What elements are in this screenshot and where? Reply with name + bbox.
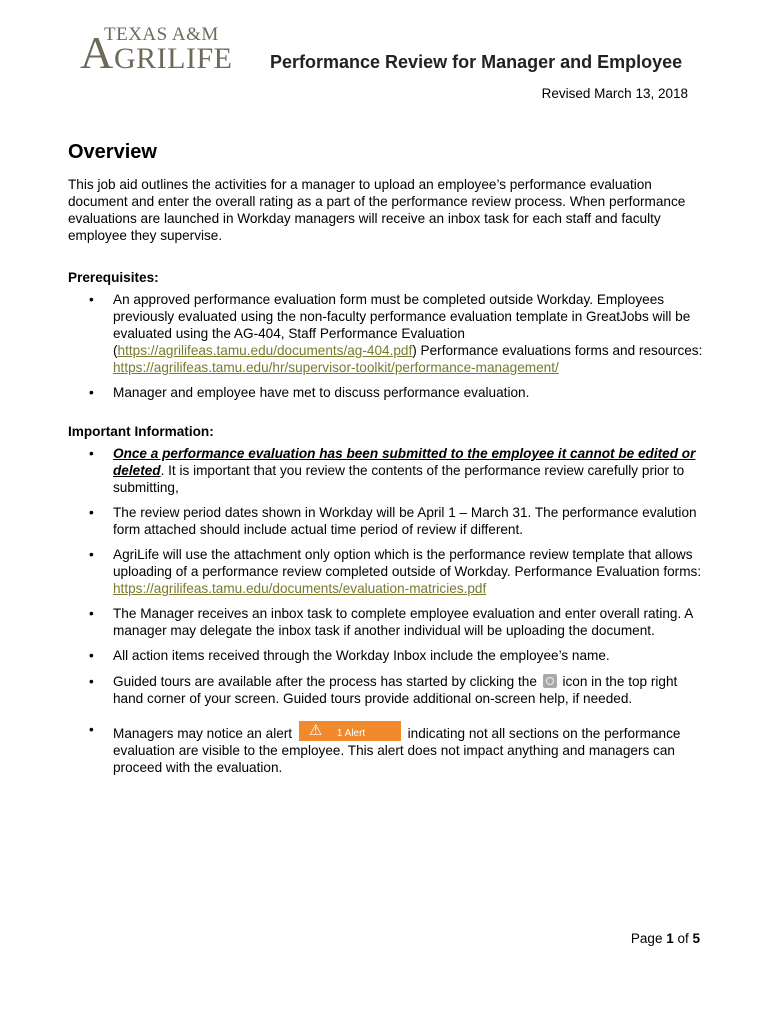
prerequisites-list: [68, 291, 708, 401]
important-text-1: . It is important that you review the contents of the performance review carefully prior to submitting,: [113, 463, 685, 495]
logo-big-letter: A: [80, 27, 114, 78]
important-heading: Important Information:: [68, 424, 214, 439]
bullet-icon: •: [89, 648, 94, 663]
page-number: [631, 931, 700, 946]
bullet-icon: •: [89, 674, 94, 689]
important-text-7b: indicating not all sections on the performance evaluation are visible to the employee. This alert does not impact anything and managers can proceed with the evaluation.: [113, 726, 681, 775]
page-current: 1: [666, 931, 674, 946]
overview-paragraph: This job aid outlines the activities for a manager to upload an employee’s performance evaluation document and enter the overall rating as a part of the performance review process. When performance evaluations are launched in Workday managers will receive an inbox task for each staff and faculty employee they supervise.: [68, 177, 686, 243]
list-item: [68, 384, 708, 401]
guided-tour-icon: [543, 674, 557, 688]
important-text-2: The review period dates shown in Workday will be April 1 – March 31. The performance evalution form attached should include actual time period of review if different.: [113, 505, 697, 537]
list-item: [68, 504, 708, 538]
important-list: [68, 445, 708, 776]
performance-management-link[interactable]: https://agrilifeas.tamu.edu/hr/supervisor-toolkit/performance-management/: [113, 360, 559, 375]
document-title: Performance Review for Manager and Employee: [270, 52, 683, 72]
evaluation-matricies-link[interactable]: https://agrilifeas.tamu.edu/documents/evaluation-matricies.pdf: [113, 581, 487, 596]
overview-heading: Overview: [68, 141, 157, 163]
bullet-icon: •: [89, 722, 94, 737]
alert-badge: [299, 721, 401, 741]
important-text-6b: icon in the top right hand corner of your screen. Guided tours provide additional on-screen help, if needed.: [113, 674, 678, 706]
agrilife-logo: [80, 24, 236, 78]
document-body: [68, 176, 708, 776]
submission-warning: Once a performance evaluation has been submitted to the employee it cannot be edited or deleted: [113, 446, 696, 478]
bullet-icon: •: [89, 292, 94, 307]
list-item: [68, 605, 708, 639]
bullet-icon: •: [89, 606, 94, 621]
prereq-text-2: ) Performance evaluations forms and resources:: [412, 343, 703, 358]
bullet-icon: •: [89, 446, 94, 461]
ag404-link[interactable]: https://agrilifeas.tamu.edu/documents/ag-404.pdf: [117, 343, 413, 358]
page-label: Page: [630, 931, 667, 946]
logo-line1: TEXAS A&M: [104, 24, 219, 45]
bullet-icon: •: [89, 505, 94, 520]
important-text-3: AgriLife will use the attachment only option which is the performance review template that allows uploading of a performance review completed outside of Workday. Performance Evaluation forms:: [113, 547, 702, 579]
logo-line2: GRILIFE: [114, 42, 233, 75]
bullet-icon: •: [89, 547, 94, 562]
warning-icon: ⚠: [308, 722, 323, 739]
bullet-icon: •: [89, 385, 94, 400]
revised-date: Revised March 13, 2018: [541, 86, 688, 101]
prerequisites-heading: Prerequisites:: [68, 270, 159, 285]
prereq-text-1: An approved performance evaluation form must be completed outside Workday. Employees previously evaluated using the non-faculty performance evaluation template in GreatJobs will be evaluated using the AG-404, Staff Performance Evaluation (: [113, 292, 691, 358]
list-item: [68, 546, 708, 597]
important-text-6a: Guided tours are available after the process has started by clicking the: [113, 674, 541, 689]
page-total: 5: [692, 931, 700, 946]
important-text-5: All action items received through the Workday Inbox include the employee’s name.: [113, 648, 610, 663]
list-item: [68, 721, 708, 776]
important-text-7a: Managers may notice an alert: [113, 726, 296, 741]
page-of: of: [673, 931, 693, 946]
important-text-4: The Manager receives an inbox task to complete employee evaluation and enter overall rating. A manager may delegate the inbox task if another individual will be uploading the document.: [113, 606, 693, 638]
list-item: [68, 647, 708, 664]
prereq-text-3: Manager and employee have met to discuss performance evaluation.: [113, 385, 530, 400]
list-item: [68, 445, 708, 496]
list-item: [68, 291, 708, 376]
list-item: [68, 673, 708, 707]
alert-label: 1 Alert: [336, 728, 366, 739]
